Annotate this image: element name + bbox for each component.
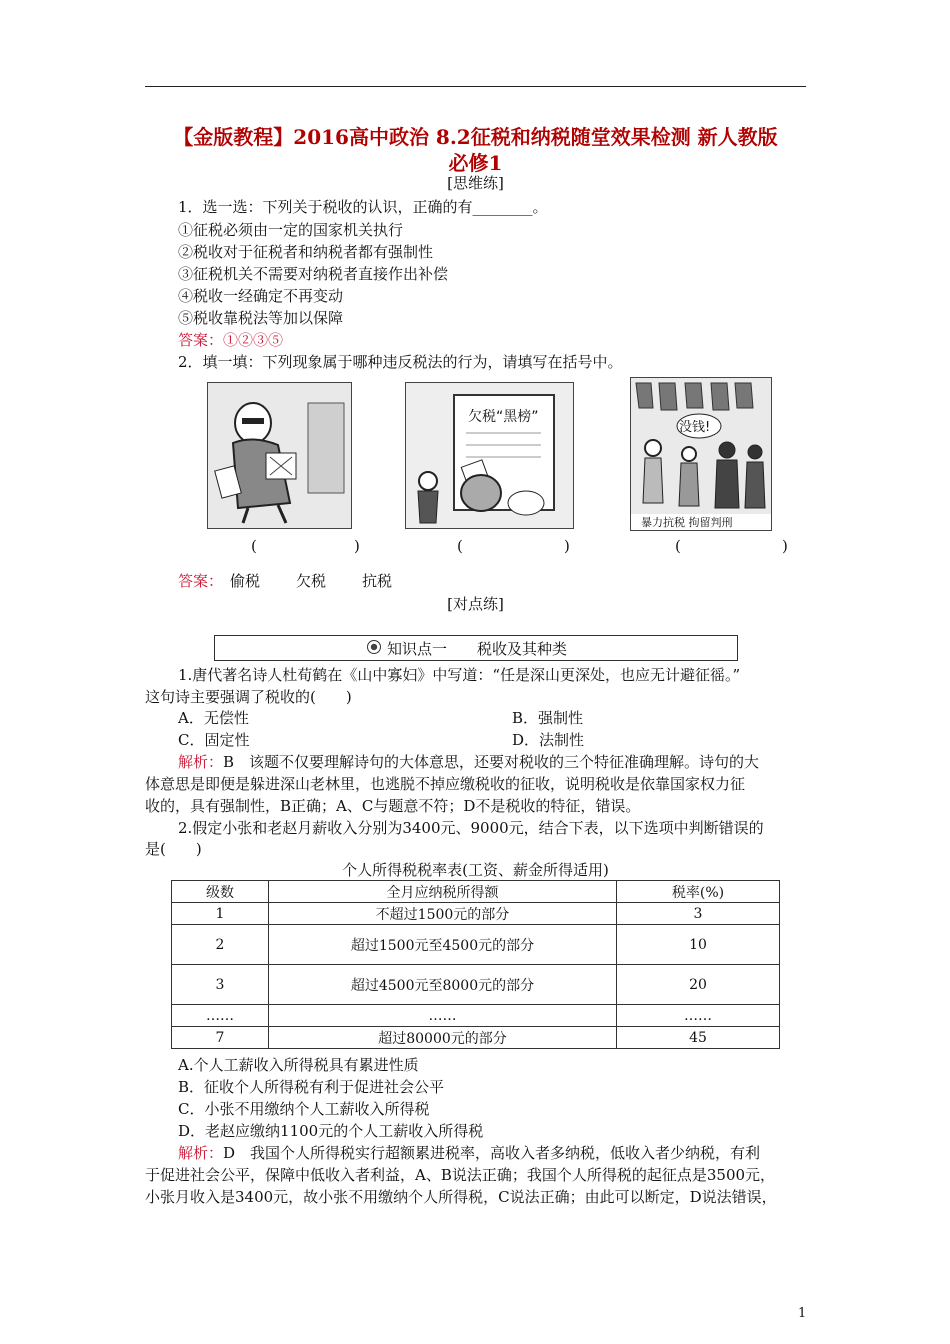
p1-option: C．固定性 — [178, 731, 250, 749]
table-row — [172, 903, 780, 925]
table-cell: 20 — [617, 965, 780, 1005]
table-row — [172, 965, 780, 1005]
q2-answer-label: 答案： — [178, 572, 224, 590]
table-row — [172, 925, 780, 965]
table-cell: …… — [269, 1005, 617, 1027]
table-cell: 1 — [172, 903, 269, 925]
cartoon-tax-evasion — [207, 382, 352, 529]
answer-bracket-close: ) — [564, 537, 570, 555]
table-header: 级数 — [172, 881, 269, 903]
q1-option: ④税收一经确定不再变动 — [178, 287, 344, 305]
q1-option: ②税收对于征税者和纳税者都有强制性 — [178, 243, 434, 261]
blacklist-sign: 欠税“黑榜” — [468, 409, 539, 425]
p1-analysis: 收的，具有强制性，B正确；A、C与题意不符；D不是税收的特征，错误。 — [145, 797, 641, 815]
p1-analysis: 体意思是即便是躲进深山老林里，也逃脱不掉应缴税收的征收，说明税收是依靠国家权力征 — [145, 775, 746, 793]
q2-stem: 2．填一填：下列现象属于哪种违反税法的行为，请填写在括号中。 — [178, 353, 623, 371]
p2-analysis: 小张月收入是3400元，故小张不用缴纳个人所得税，C说法正确；由此可以断定，D说法错误， — [145, 1188, 777, 1206]
p2-option: D．老赵应缴纳1100元的个人工薪收入所得税 — [178, 1122, 484, 1140]
table-cell: …… — [172, 1005, 269, 1027]
p2-option: A.个人工薪收入所得税具有累进性质 — [178, 1056, 419, 1074]
p1-option: D．法制性 — [512, 731, 585, 749]
table-cell: 7 — [172, 1027, 269, 1049]
p2-analysis: 于促进社会公平，保障中低收入者利益，A、B说法正确；我国个人所得税的起征点是3500元， — [145, 1166, 776, 1184]
table-cell: 超过80000元的部分 — [269, 1027, 617, 1049]
p2-stem: 是( ) — [145, 840, 202, 858]
page-number: 1 — [798, 1306, 807, 1321]
section-thinking: [思维练] — [447, 174, 504, 192]
p2-stem: 2.假定小张和老赵月薪收入分别为3400元、9000元，结合下表，以下选项中判断错误的 — [178, 819, 764, 837]
table-cell: 10 — [617, 925, 780, 965]
answer-bracket-close: ) — [354, 537, 360, 555]
table-header: 税率(%) — [617, 881, 780, 903]
table-row — [172, 1027, 780, 1049]
q2-answer: 抗税 — [362, 572, 393, 590]
p1-stem: 1.唐代著名诗人杜荀鹤在《山中寡妇》中写道：“任是深山更深处，也应无计避征徭。” — [178, 666, 741, 684]
q2-answer: 偷税 — [230, 572, 261, 590]
answer-bracket-open: ( — [457, 537, 463, 555]
header-rule — [145, 86, 806, 87]
p2-option: B．征收个人所得税有利于促进社会公平 — [178, 1078, 445, 1096]
p1-option: B．强制性 — [512, 709, 584, 727]
knowledge-point-box — [214, 635, 738, 661]
bullet-icon — [367, 640, 381, 654]
section-practice: [对点练] — [447, 595, 504, 613]
q1-option: ⑤税收靠税法等加以保障 — [178, 309, 344, 327]
table-cell: 超过4500元至8000元的部分 — [269, 965, 617, 1005]
table-cell: 3 — [617, 903, 780, 925]
tax-rate-table — [171, 880, 780, 1049]
table-cell: 超过1500元至4500元的部分 — [269, 925, 617, 965]
table-cell: 不超过1500元的部分 — [269, 903, 617, 925]
q1-answer: 答案：①②③⑤ — [178, 331, 284, 349]
cartoon-tax-arrears — [405, 382, 574, 529]
q1-stem: 1．选一选：下列关于税收的认识，正确的有________。 — [178, 198, 548, 216]
answer-bracket-open: ( — [675, 537, 681, 555]
table-cell: 3 — [172, 965, 269, 1005]
answer-bracket-open: ( — [251, 537, 257, 555]
table-cell: …… — [617, 1005, 780, 1027]
table-title: 个人所得税税率表(工资、薪金所得适用) — [342, 861, 609, 879]
cartoon-caption: 暴力抗税 拘留判刑 — [641, 516, 733, 529]
answer-bracket-close: ) — [782, 537, 788, 555]
table-cell: 45 — [617, 1027, 780, 1049]
q2-answer: 欠税 — [296, 572, 327, 590]
cartoon-tax-resistance — [630, 377, 772, 531]
table-row — [172, 1005, 780, 1027]
table-header-row — [172, 881, 780, 903]
p1-stem: 这句诗主要强调了税收的( ) — [145, 688, 352, 706]
p1-option: A．无偿性 — [178, 709, 249, 727]
table-header: 全月应纳税所得额 — [269, 881, 617, 903]
p2-analysis: 解析：D 我国个人所得税实行超额累进税率，高收入者多纳税，低收入者少纳税，有利 — [178, 1144, 761, 1162]
p2-option: C．小张不用缴纳个人工薪收入所得税 — [178, 1100, 430, 1118]
document-title: 【金版教程】2016高中政治 8.2征税和纳税随堂效果检测 新人教版 必修1 — [173, 125, 778, 175]
table-cell: 2 — [172, 925, 269, 965]
knowledge-point-title: 知识点一 税收及其种类 — [387, 640, 568, 658]
p1-analysis: 解析：B 该题不仅要理解诗句的大体意思，还要对税收的三个特征准确理解。诗句的大 — [178, 753, 760, 771]
speech-bubble: 没钱! — [679, 420, 711, 435]
q1-option: ③征税机关不需要对纳税者直接作出补偿 — [178, 265, 449, 283]
q1-option: ①征税必须由一定的国家机关执行 — [178, 221, 404, 239]
